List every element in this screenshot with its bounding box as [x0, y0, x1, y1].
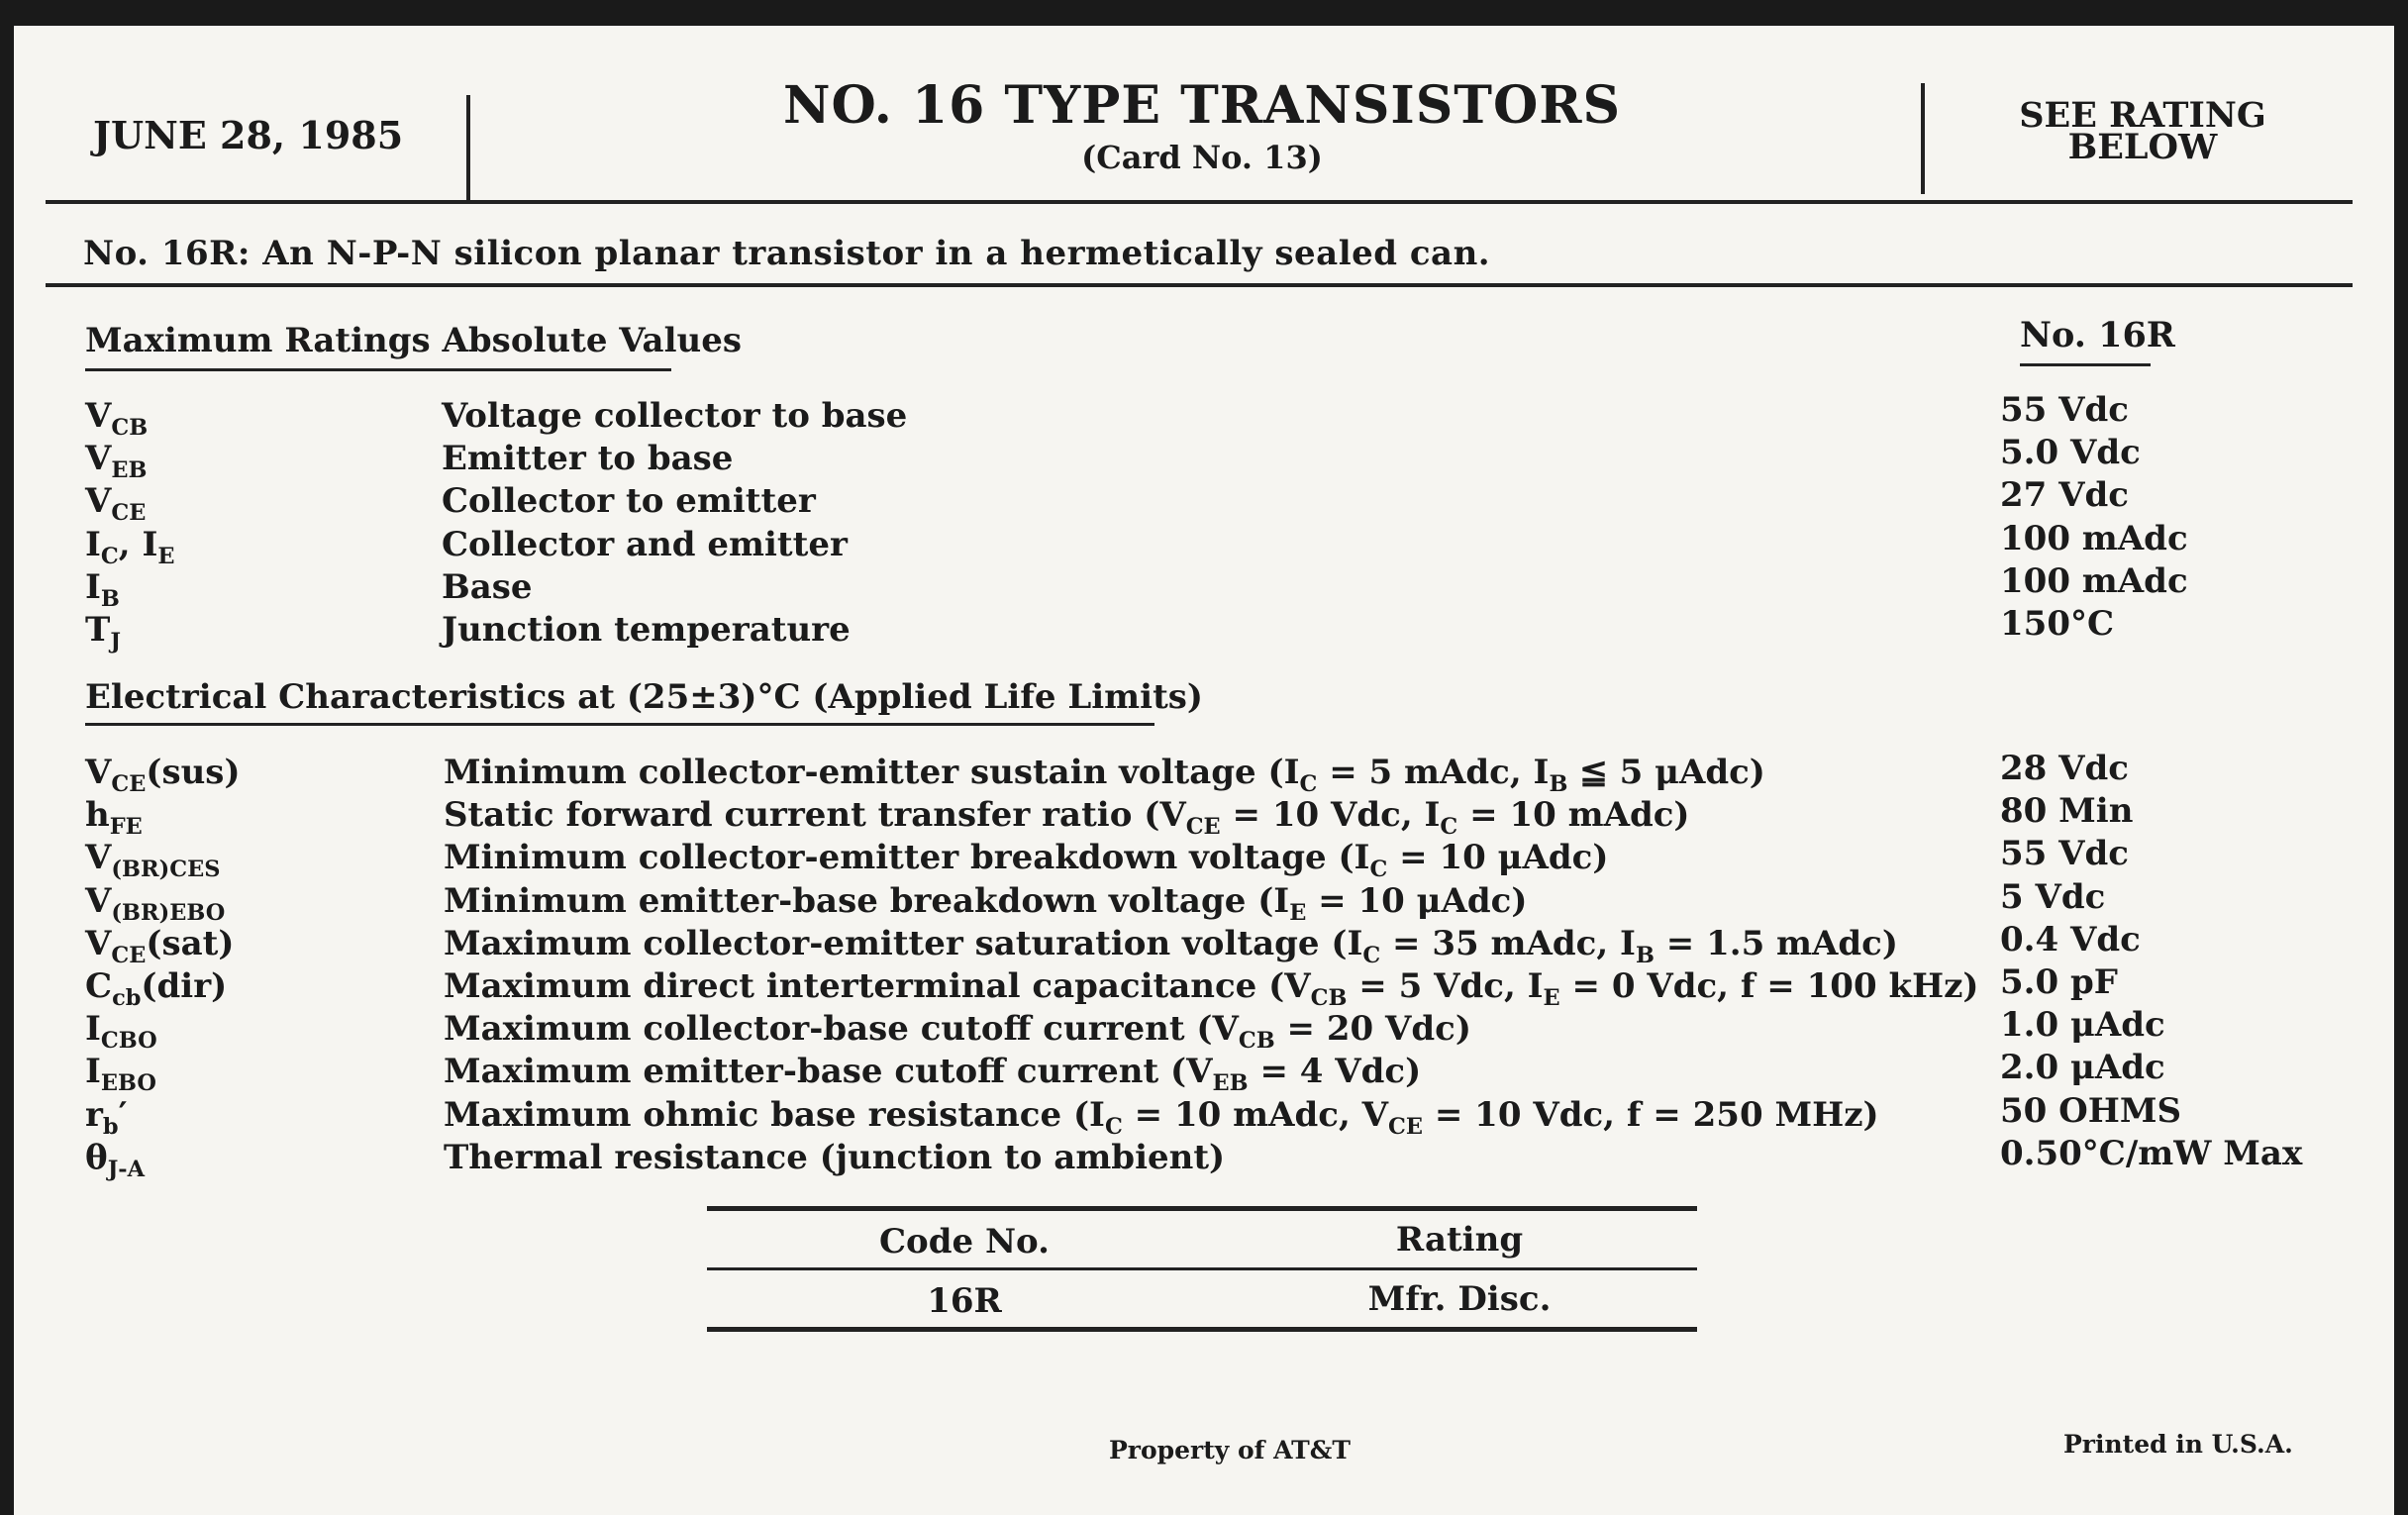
characteristic-description: Maximum direct interterminal capacitance ($V_{CB} = 5$ Vdc, $I_E = 0$ Vdc, f = 100 kHz)	[444, 966, 1979, 1011]
characteristic-value: 5.0 pF	[2000, 962, 2118, 1002]
electrical-heading-underline	[85, 723, 1154, 726]
max-ratings-heading-underline	[85, 368, 671, 371]
code-table-bottom-rule	[707, 1327, 1697, 1332]
page-title: NO. 16 TYPE TRANSISTORS	[782, 75, 1622, 136]
rating-description: Collector to emitter	[442, 481, 816, 522]
rating-symbol: $V_{CE}$	[85, 481, 147, 527]
characteristic-description: Maximum collector-base cutoff current ($V_{CB} = 20$ Vdc)	[444, 1009, 1471, 1055]
electrical-heading: Electrical Characteristics at (25±3)°C (Applied Life Limits)	[85, 677, 1204, 717]
column-header-underline	[2020, 363, 2151, 366]
spec-card	[14, 26, 2394, 1515]
property-note: Property of AT&T	[1109, 1436, 1351, 1464]
rating-description: Voltage collector to base	[442, 396, 908, 436]
characteristic-symbol: $\theta_{J-A}$	[85, 1137, 146, 1182]
characteristic-description: Static forward current transfer ratio ($V_{CE} = 10$ Vdc, $I_C = 10$ mAdc)	[444, 795, 1690, 841]
rating-symbol: $T_J$	[85, 610, 121, 655]
card-number: (Card No. 13)	[1081, 139, 1323, 176]
rating-description: Base	[442, 566, 533, 607]
code-table-header-rating: Rating	[1395, 1220, 1524, 1260]
characteristic-symbol: $I_{CBO}$	[85, 1009, 157, 1055]
characteristic-value: 1.0 μAdc	[2000, 1005, 2165, 1046]
characteristic-description: Maximum collector-emitter saturation voltage ($I_C = 35$ mAdc, $I_B = 1.5$ mAdc)	[444, 923, 1898, 968]
max-ratings-heading: Maximum Ratings Absolute Values	[85, 321, 742, 360]
rating-symbol: $I_B$	[85, 566, 120, 612]
rating-value: 100 mAdc	[2000, 560, 2188, 601]
description-rule	[46, 283, 2353, 287]
characteristic-symbol: $V_{CE}(sat)$	[85, 923, 235, 968]
rating-description: Collector and emitter	[442, 524, 848, 564]
characteristic-symbol: $I_{EBO}$	[85, 1052, 156, 1097]
rating-symbol: $I_C$, $I_E$	[85, 524, 175, 569]
rating-description: Emitter to base	[442, 439, 734, 479]
printed-note: Printed in U.S.A.	[2063, 1430, 2293, 1459]
characteristic-value: 50 OHMS	[2000, 1090, 2182, 1131]
characteristic-symbol: $V_{(BR)CES}$	[85, 838, 221, 883]
rating-description: Junction temperature	[442, 610, 851, 650]
characteristic-symbol: $V_{CE}(sus)$	[85, 753, 241, 797]
characteristic-value: 5 Vdc	[2000, 876, 2106, 917]
characteristic-description: Maximum emitter-base cutoff current ($V_{EB} = 4$ Vdc)	[444, 1052, 1422, 1097]
rating-value: 27 Vdc	[2000, 475, 2130, 516]
characteristic-description: Thermal resistance (junction to ambient)	[444, 1137, 1226, 1177]
rating-value: 5.0 Vdc	[2000, 433, 2141, 473]
characteristic-value: 55 Vdc	[2000, 834, 2130, 874]
date: JUNE 28, 1985	[93, 113, 404, 157]
transistor-description: No. 16R: An N-P-N silicon planar transistor in a hermetically sealed can.	[83, 234, 1491, 273]
rating-symbol: $V_{CB}$	[85, 396, 149, 441]
characteristic-value: 28 Vdc	[2000, 749, 2130, 788]
characteristic-symbol: $V_{(BR)EBO}$	[85, 880, 226, 926]
characteristic-value: 0.50°C/mW Max	[2000, 1133, 2303, 1173]
characteristic-symbol: $r_b'$	[85, 1094, 128, 1140]
characteristic-symbol: $h_{FE}$	[85, 795, 143, 841]
header-rule	[46, 200, 2353, 204]
characteristic-description: Minimum collector-emitter sustain voltage ($I_C = 5$ mAdc, $I_B$ ≦ 5 μAdc)	[444, 753, 1765, 797]
characteristic-symbol: $C_{cb}(dir)$	[85, 966, 228, 1011]
characteristic-value: 0.4 Vdc	[2000, 919, 2141, 960]
code-table-header-rule	[707, 1267, 1697, 1270]
code-table-top-rule	[707, 1206, 1697, 1211]
code-table-header-code: Code No.	[879, 1222, 1050, 1262]
rating-symbol: $V_{EB}$	[85, 439, 148, 484]
column-header-16r: No. 16R	[2020, 315, 2175, 355]
rating-note-line1: SEE RATING	[2019, 95, 2266, 136]
rating-value: 150°C	[2000, 604, 2115, 644]
characteristic-value: 2.0 μAdc	[2000, 1048, 2165, 1088]
characteristic-description: Minimum emitter-base breakdown voltage ($I_E = 10$ μAdc)	[444, 880, 1528, 926]
rating-value: 100 mAdc	[2000, 518, 2188, 558]
rating-value: 55 Vdc	[2000, 390, 2130, 430]
rating-note-line2: BELOW	[2067, 127, 2218, 167]
code-table-rating-value: Mfr. Disc.	[1367, 1279, 1552, 1319]
characteristic-description: Maximum ohmic base resistance ($I_C = 10$ mAdc, $V_{CE} = 10$ Vdc, f = 250 MHz)	[444, 1094, 1879, 1140]
code-table-code-value: 16R	[927, 1281, 1002, 1321]
characteristic-description: Minimum collector-emitter breakdown voltage ($I_C = 10$ μAdc)	[444, 838, 1609, 883]
characteristic-value: 80 Min	[2000, 791, 2134, 832]
